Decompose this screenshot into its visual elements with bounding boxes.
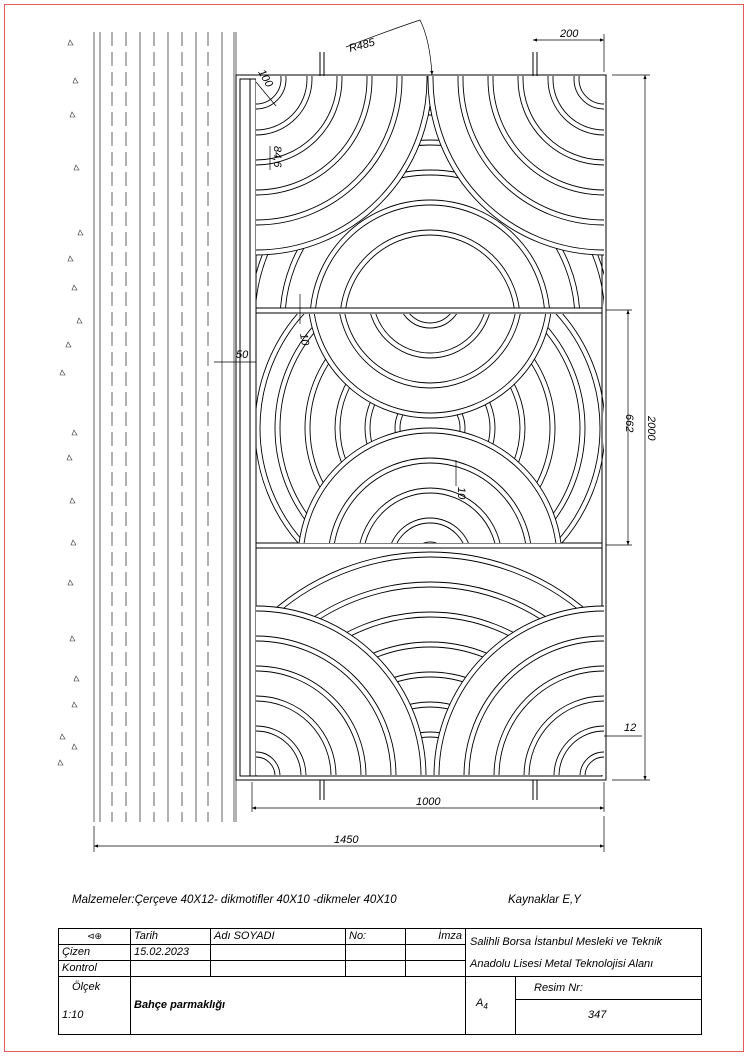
row-drawn-by: Çizen	[59, 945, 131, 961]
dim-gap-middle: 10	[455, 487, 467, 500]
dim-corner-radius: 100	[255, 67, 275, 90]
sheet-number-label: Resim Nr:	[516, 977, 701, 1000]
dim-radius: R485	[347, 36, 377, 55]
dim-overall-width: 1450	[334, 834, 359, 846]
dim-post-offset: 50	[236, 349, 249, 361]
dim-bar-width: 12	[624, 722, 637, 734]
title-block	[58, 928, 702, 1035]
header-signature: İmza	[406, 929, 466, 945]
scale-value: 1:10	[62, 1009, 84, 1021]
paper-size-letter: A	[476, 997, 484, 1010]
dim-top-width: 200	[560, 28, 579, 40]
sources-note: Kaynaklar E,Y	[508, 894, 581, 906]
row-checked-by: Kontrol	[59, 961, 131, 977]
school-line-1: Salihli Borsa İstanbul Mesleki ve Teknik	[470, 935, 663, 948]
header-no: No:	[346, 929, 406, 945]
sheet-number-cell	[516, 977, 702, 1035]
checked-date	[131, 961, 211, 977]
scale-label: Ölçek	[72, 981, 101, 993]
header-name: Adı SOYADI	[211, 929, 346, 945]
wall-section	[94, 32, 236, 822]
aggregate-symbols	[58, 40, 83, 765]
dim-arc-pitch: 84,6	[271, 146, 283, 168]
dim-total-height: 2000	[645, 416, 657, 441]
checked-by-name	[211, 961, 346, 977]
paper-size-number: 4	[483, 1002, 488, 1012]
header-date: Tarih	[131, 929, 211, 945]
projection-symbol-icon: ⊲⊕	[59, 929, 131, 945]
school-line-2: Anadolu Lisesi Metal Teknolojisi Alanı	[470, 957, 654, 970]
drawn-by-no	[346, 945, 406, 961]
dim-panel-width: 1000	[416, 796, 441, 808]
scale-cell	[59, 977, 131, 1035]
dim-gap-top: 10	[297, 332, 311, 347]
paper-size	[466, 977, 516, 1035]
materials-note: Malzemeler:Çerçeve 40X12- dikmotifler 40X10 -dikmeler 40X10	[72, 894, 397, 906]
checked-by-no	[346, 961, 406, 977]
checked-by-signature	[406, 961, 466, 977]
drawing-title: Bahçe parmaklığı	[131, 977, 466, 1035]
date-value: 15.02.2023	[131, 945, 211, 961]
school-cell	[466, 929, 702, 977]
drawn-by-signature	[406, 945, 466, 961]
dim-panel-height: 662	[623, 414, 635, 433]
sheet-number-value: 347	[588, 1009, 607, 1021]
drawn-by-name	[211, 945, 346, 961]
